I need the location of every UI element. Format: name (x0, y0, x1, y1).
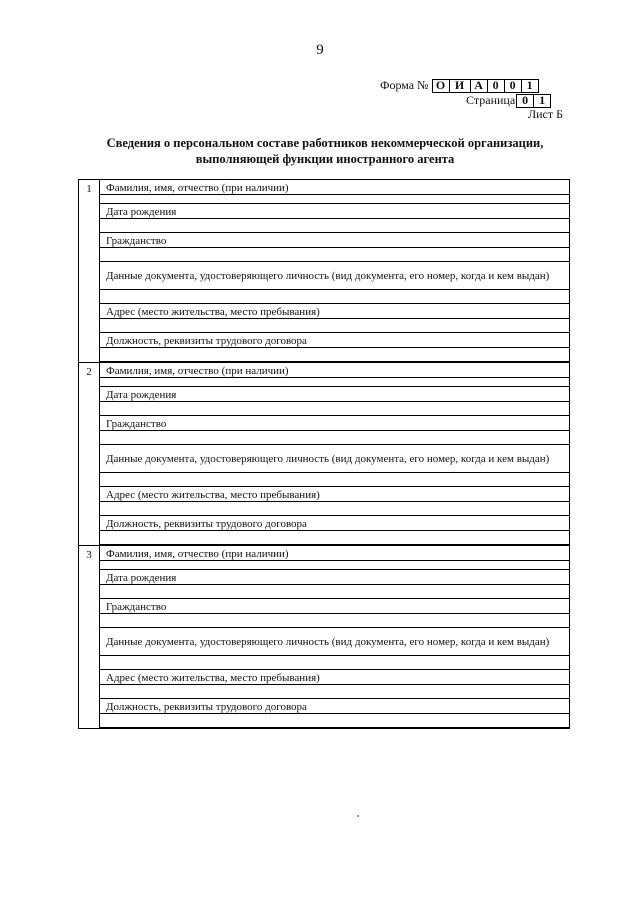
input-line[interactable] (100, 614, 570, 628)
table-row (79, 204, 570, 219)
input-line[interactable] (100, 685, 570, 699)
table-row (79, 431, 570, 445)
row-number: 2 (79, 362, 100, 545)
form-code-cell: 0 (504, 79, 522, 93)
field-position: Должность, реквизиты трудового договора (100, 516, 570, 531)
table-row (79, 378, 570, 387)
input-line[interactable] (100, 431, 570, 445)
input-line[interactable] (100, 248, 570, 262)
input-line[interactable] (100, 319, 570, 333)
input-line[interactable] (100, 714, 570, 729)
table-row (79, 656, 570, 670)
page-label: Страница (466, 93, 516, 107)
field-document: Данные документа, удостоверяющего личность (вид документа, его номер, когда и кем выдан) (100, 445, 570, 473)
input-line[interactable] (100, 290, 570, 304)
form-code-cell: И (449, 79, 471, 93)
field-citizenship: Гражданство (100, 599, 570, 614)
page-code (466, 93, 551, 108)
form-code-cell: 0 (487, 79, 505, 93)
table-row (79, 685, 570, 699)
field-address: Адрес (место жительства, место пребывания) (100, 304, 570, 319)
input-line[interactable] (100, 195, 570, 204)
field-birth: Дата рождения (100, 387, 570, 402)
input-line[interactable] (100, 348, 570, 363)
title-line: выполняющей функции иностранного агента (195, 152, 455, 166)
input-line[interactable] (100, 656, 570, 670)
input-line[interactable] (100, 402, 570, 416)
field-position: Должность, реквизиты трудового договора (100, 333, 570, 348)
row-number: 3 (79, 545, 100, 728)
table-row (79, 233, 570, 248)
field-document: Данные документа, удостоверяющего личность (вид документа, его номер, когда и кем выдан) (100, 628, 570, 656)
table-row (79, 545, 570, 561)
table-row (79, 614, 570, 628)
sheet-label: Лист Б (528, 107, 564, 121)
table-row (79, 348, 570, 363)
table-row (79, 714, 570, 729)
input-line[interactable] (100, 473, 570, 487)
table-row (79, 628, 570, 656)
field-fio: Фамилия, имя, отчество (при наличии) (100, 180, 570, 195)
input-line[interactable] (100, 378, 570, 387)
field-position: Должность, реквизиты трудового договора (100, 699, 570, 714)
table-row (79, 570, 570, 585)
form-code-cell: О (432, 79, 450, 93)
input-line[interactable] (100, 561, 570, 570)
table-row (79, 387, 570, 402)
table-row (79, 699, 570, 714)
table-row (79, 599, 570, 614)
field-birth: Дата рождения (100, 204, 570, 219)
table-row (79, 333, 570, 348)
field-citizenship: Гражданство (100, 233, 570, 248)
page-number: 9 (316, 42, 324, 58)
table-row (79, 445, 570, 473)
table-row (79, 195, 570, 204)
table-row (79, 516, 570, 531)
table-row (79, 487, 570, 502)
table-row (79, 290, 570, 304)
form-code (380, 78, 539, 93)
table-row (79, 473, 570, 487)
table-row (79, 502, 570, 516)
document-title (60, 135, 590, 167)
field-document: Данные документа, удостоверяющего личность (вид документа, его номер, когда и кем выдан) (100, 262, 570, 290)
table-row (79, 362, 570, 378)
page-code-cell: 1 (533, 94, 551, 108)
field-address: Адрес (место жительства, место пребывания) (100, 487, 570, 502)
form-code-cell: А (470, 79, 488, 93)
input-line[interactable] (100, 585, 570, 599)
row-number: 1 (79, 180, 100, 363)
form-code-cell: 1 (521, 79, 539, 93)
form-label: Форма № (380, 78, 429, 92)
scan-speck (357, 815, 359, 817)
table-row (79, 670, 570, 685)
table-row (79, 531, 570, 546)
table-row (79, 262, 570, 290)
personnel-table (78, 179, 570, 729)
table-row (79, 561, 570, 570)
field-address: Адрес (место жительства, место пребывания) (100, 670, 570, 685)
input-line[interactable] (100, 502, 570, 516)
field-citizenship: Гражданство (100, 416, 570, 431)
field-birth: Дата рождения (100, 570, 570, 585)
table-row (79, 319, 570, 333)
table-row (79, 248, 570, 262)
title-line: Сведения о персональном составе работников некоммерческой организации, (106, 136, 544, 150)
table-row (79, 180, 570, 195)
input-line[interactable] (100, 531, 570, 546)
input-line[interactable] (100, 219, 570, 233)
table-row (79, 416, 570, 431)
table-row (79, 304, 570, 319)
table-row (79, 585, 570, 599)
table-row (79, 219, 570, 233)
table-row (79, 402, 570, 416)
field-fio: Фамилия, имя, отчество (при наличии) (100, 545, 570, 561)
field-fio: Фамилия, имя, отчество (при наличии) (100, 362, 570, 378)
page-code-cell: 0 (516, 94, 534, 108)
